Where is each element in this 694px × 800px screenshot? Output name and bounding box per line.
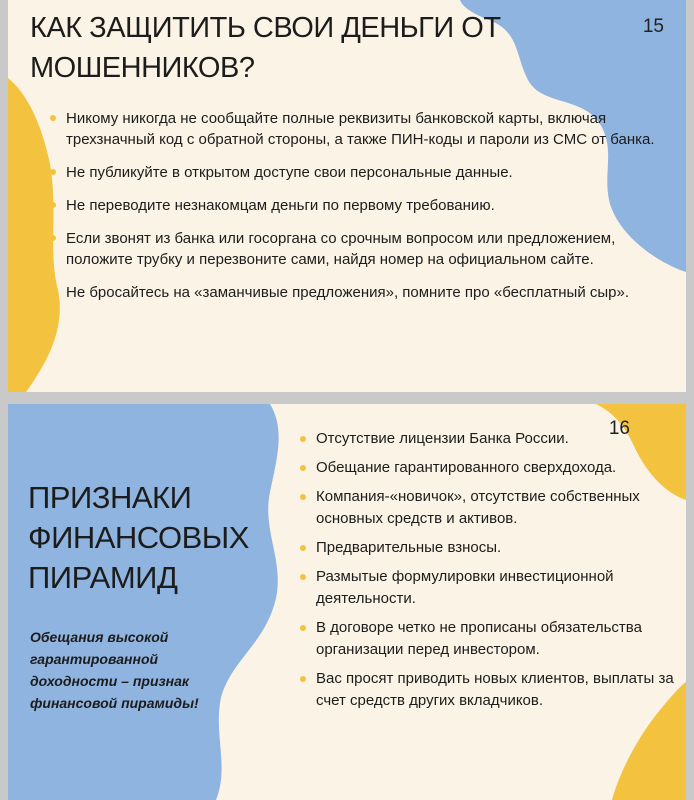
warning-line-2: гарантированной: [30, 651, 159, 667]
slide-16-title: [28, 478, 249, 598]
list-item: В договоре четко не прописаны обязательства организации перед инвестором.: [298, 617, 686, 661]
slide-16: [8, 404, 686, 800]
list-item: Не переводите незнакомцам деньги по первому требованию.: [48, 195, 660, 216]
list-item: Не бросайтесь на «заманчивые предложения», помните про «бесплатный сыр».: [48, 282, 660, 303]
slide-number: 15: [642, 16, 664, 37]
list-item: Обещание гарантированного сверхдохода.: [298, 457, 686, 479]
list-item: Не публикуйте в открытом доступе свои персональные данные.: [48, 162, 660, 183]
list-item: Предварительные взносы.: [298, 537, 686, 559]
list-item: Размытые формулировки инвестиционной деятельности.: [298, 566, 686, 610]
list-item: Отсутствие лицензии Банка России.: [298, 428, 686, 450]
warning-line-3: доходности – признак: [30, 673, 189, 689]
list-item: Никому никогда не сообщайте полные реквизиты банковской карты, включая трехзначный код с обратной стороны, а также ПИН-коды и пароли из СМС от банка.: [48, 108, 660, 150]
pyramid-warning: [30, 626, 290, 714]
title-line-2: ФИНАНСОВЫХ: [28, 520, 249, 555]
warning-line-1: Обещания высокой: [30, 629, 169, 645]
warning-line-4: финансовой пирамиды!: [30, 695, 199, 711]
slide-15-title: [30, 8, 501, 88]
pyramid-signs-list: [298, 428, 686, 719]
title-line-1: ПРИЗНАКИ: [28, 480, 192, 515]
slide-number: 16: [608, 418, 630, 439]
title-line-3: ПИРАМИД: [28, 560, 178, 595]
title-line-2: МОШЕННИКОВ?: [30, 52, 255, 84]
slide-15: [8, 0, 686, 392]
list-item: Если звонят из банка или госоргана со срочным вопросом или предложением, положите трубку и перезвоните сами, найдя номер на официальном сайте.: [48, 228, 660, 270]
title-line-1: КАК ЗАЩИТИТЬ СВОИ ДЕНЬГИ ОТ: [30, 12, 501, 44]
list-item: Компания-«новичок», отсутствие собственных основных средств и активов.: [298, 486, 686, 530]
list-item: Вас просят приводить новых клиентов, выплаты за счет средств других вкладчиков.: [298, 668, 686, 712]
protection-tips-list: [48, 108, 660, 315]
